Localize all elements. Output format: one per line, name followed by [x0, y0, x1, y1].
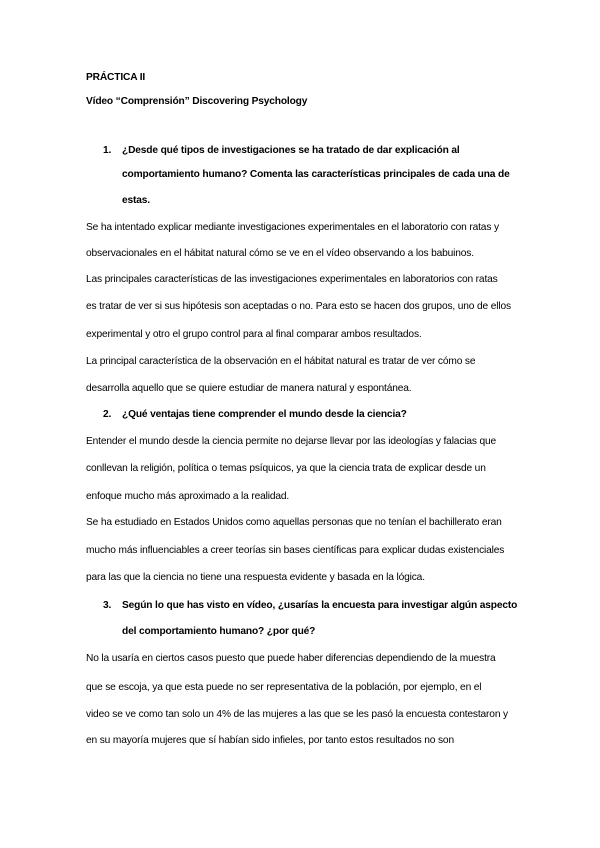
answer-1-line-7: desarrolla aquello que se quiere estudiar de manera natural y espontánea. — [86, 383, 412, 394]
document-subtitle: Vídeo “Comprensión” Discovering Psychology — [86, 96, 308, 107]
answer-2-line-5: mucho más influenciables a creer teorías sin bases científicas para explicar dudas existenciales — [86, 545, 505, 556]
answer-3-line-3: video se ve como tan solo un 4% de las mujeres a las que se les pasó la encuesta contestaron y — [86, 709, 508, 720]
answer-1-line-3: Las principales características de las investigaciones experimentales en laboratorios con ratas — [86, 274, 498, 285]
answer-3-line-1: No la usaría en ciertos casos puesto que puede haber diferencias dependiendo de la muestra — [86, 653, 496, 664]
question-2-line-1: ¿Qué ventajas tiene comprender el mundo desde la ciencia? — [122, 409, 407, 420]
answer-2-line-3: enfoque mucho más aproximado a la realidad. — [86, 491, 290, 502]
answer-3-line-4: en su mayoría mujeres que sí habían sido infieles, por tanto estos resultados no son — [86, 735, 454, 746]
question-3-line-1: Según lo que has visto en vídeo, ¿usarías la encuesta para investigar algún aspecto — [122, 600, 518, 611]
answer-2-line-6: para las que la ciencia no tiene una respuesta evidente y basada en la lógica. — [86, 572, 425, 583]
question-3-number: 3. — [103, 600, 112, 611]
answer-2-line-1: Entender el mundo desde la ciencia permite no dejarse llevar por las ideologías y falacias que — [86, 436, 497, 447]
answer-1-line-1: Se ha intentado explicar mediante investigaciones experimentales en el laboratorio con ratas y — [86, 222, 499, 233]
question-3-line-2: del comportamiento humano? ¿por qué? — [122, 626, 316, 637]
document-title: PRÁCTICA II — [86, 72, 146, 83]
answer-3-line-2: que se escoja, ya que esta puede no ser representativa de la población, por ejemplo, en el — [86, 682, 482, 693]
question-2-number: 2. — [103, 409, 112, 420]
answer-1-line-5: experimental y otro el grupo control para al final comparar ambos resultados. — [86, 329, 422, 340]
question-1-line-2: comportamiento humano? Comenta las características principales de cada una de — [122, 169, 510, 180]
question-1-number: 1. — [103, 145, 112, 156]
answer-1-line-2: observacionales en el hábitat natural cómo se ve en el vídeo observando a los babuinos. — [86, 248, 474, 259]
answer-1-line-6: La principal característica de la observación en el hábitat natural es tratar de ver cómo se — [86, 356, 476, 367]
answer-2-line-4: Se ha estudiado en Estados Unidos como aquellas personas que no tenían el bachillerato eran — [86, 517, 502, 528]
question-1-line-1: ¿Desde qué tipos de investigaciones se ha tratado de dar explicación al — [122, 145, 460, 156]
answer-2-line-2: conllevan la religión, política o temas psíquicos, ya que la ciencia trata de explicar desde un — [86, 463, 486, 474]
answer-1-line-4: es tratar de ver si sus hipótesis son aceptadas o no. Para esto se hacen dos grupos, uno de ellos — [86, 301, 511, 312]
question-1-line-3: estas. — [122, 195, 150, 206]
